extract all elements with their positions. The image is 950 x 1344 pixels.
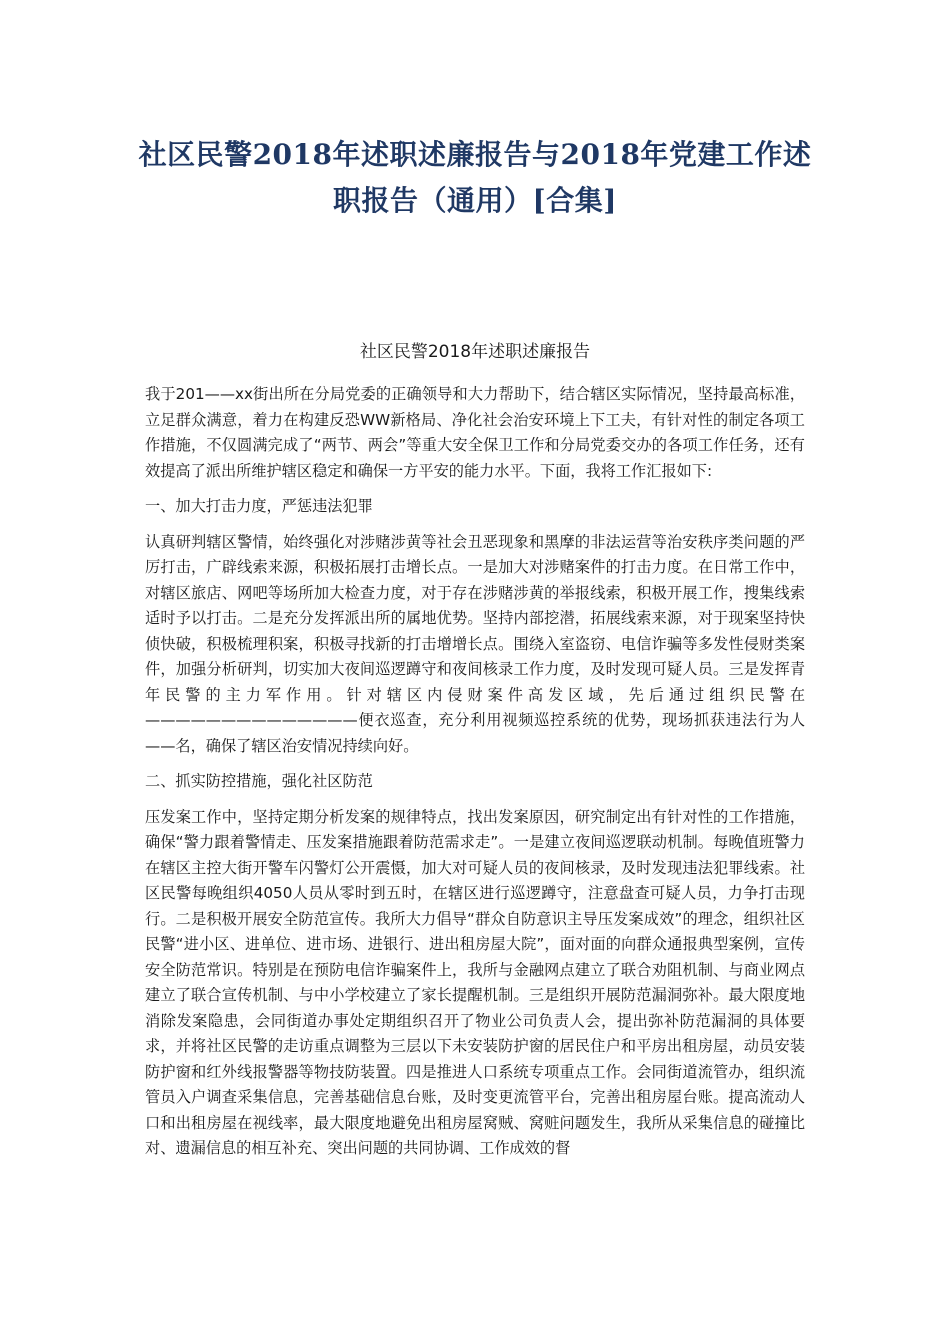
document-body bbox=[145, 382, 805, 1172]
document-title: 社区民警2018年述职述廉报告与2018年党建工作述职报告（通用）[合集] bbox=[138, 138, 812, 217]
section-heading-2: 二、抓实防控措施，强化社区防范 bbox=[145, 772, 373, 790]
body-paragraph: 认真研判辖区警情，始终强化对涉赌涉黄等社会丑恶现象和黑摩的非法运营等治安秩序类问题的严厉打击，广辟线索来源，积极拓展打击增长点。一是加大对涉赌案件的打击力度。在日常工作中，对辖区旅店、网吧等场所加大检查力度，对于存在涉赌涉黄的举报线索，积极开展工作，搜集线索适时予以打击。二是充分发挥派出所的属地优势。坚持内部挖潜，拓展线索来源，对于现案坚持快侦快破，积极梳理积案，积极寻找新的打击增增长点。围绕入室盗窃、电信诈骗等多发性侵财类案件，加强分析研判，切实加大夜间巡逻蹲守和夜间核录工作力度，及时发现可疑人员。三是发挥青年民警的主力军作用。针对辖区内侵财案件高发区域，先后通过组织民警在——————————————便衣巡查，充分利用视频巡控系统的优势，现场抓获违法行为人——名，确保了辖区治安情况持续向好。 bbox=[145, 532, 805, 755]
intro-paragraph: 我于201——xx街出所在分局党委的正确领导和大力帮助下，结合辖区实际情况，坚持最高标准，立足群众满意，着力在构建反恐WW新格局、净化社会治安环境上下工夫，有针对性的制定各项工作措施，不仅圆满完成了“两节、两会”等重大安全保卫工作和分局党委交办的各项工作任务，还有效提高了派出所维护辖区稳定和确保一方平安的能力水平。下面，我将工作汇报如下: bbox=[145, 385, 805, 480]
section-heading-1: 一、加大打击力度，严惩违法犯罪 bbox=[145, 497, 373, 515]
body-paragraph: 压发案工作中，坚持定期分析发案的规律特点，找出发案原因，研究制定出有针对性的工作措施，确保“警力跟着警情走、压发案措施跟着防范需求走”。一是建立夜间巡逻联动机制。每晚值班警力在辖区主控大街开警车闪警灯公开震慑，加大对可疑人员的夜间核录，及时发现违法犯罪线索。社区民警每晚组织4050人员从零时到五时，在辖区进行巡逻蹲守，注意盘查可疑人员，力争打击现行。二是积极开展安全防范宣传。我所大力倡导“群众自防意识主导压发案成效”的理念，组织社区民警“进小区、进单位、进市场、进银行、进出租房屋大院”，面对面的向群众通报典型案例，宣传安全防范常识。特别是在预防电信诈骗案件上，我所与金融网点建立了联合劝阻机制、与商业网点建立了联合宣传机制、与中小学校建立了家长提醒机制。三是组织开展防范漏洞弥补。最大限度地消除发案隐患，会同街道办事处定期组织召开了物业公司负责人会，提出弥补防范漏洞的具体要求，并将社区民警的走访重点调整为三层以下未安装防护窗的居民住户和平房出租房屋，动员安装防护窗和红外线报警器等物技防装置。四是推进人口系统专项重点工作。会同街道流管办，组织流管员入户调查采集信息，完善基础信息台账，及时变更流管平台，完善出租房屋台账。提高流动人口和出租房屋在视线率，最大限度地避免出租房屋窝贼、窝赃问题发生，我所从采集信息的碰撞比对、遗漏信息的相互补充、突出问题的共同协调、工作成效的督 bbox=[145, 807, 805, 1157]
section-title: 社区民警2018年述职述廉报告 bbox=[359, 342, 591, 362]
